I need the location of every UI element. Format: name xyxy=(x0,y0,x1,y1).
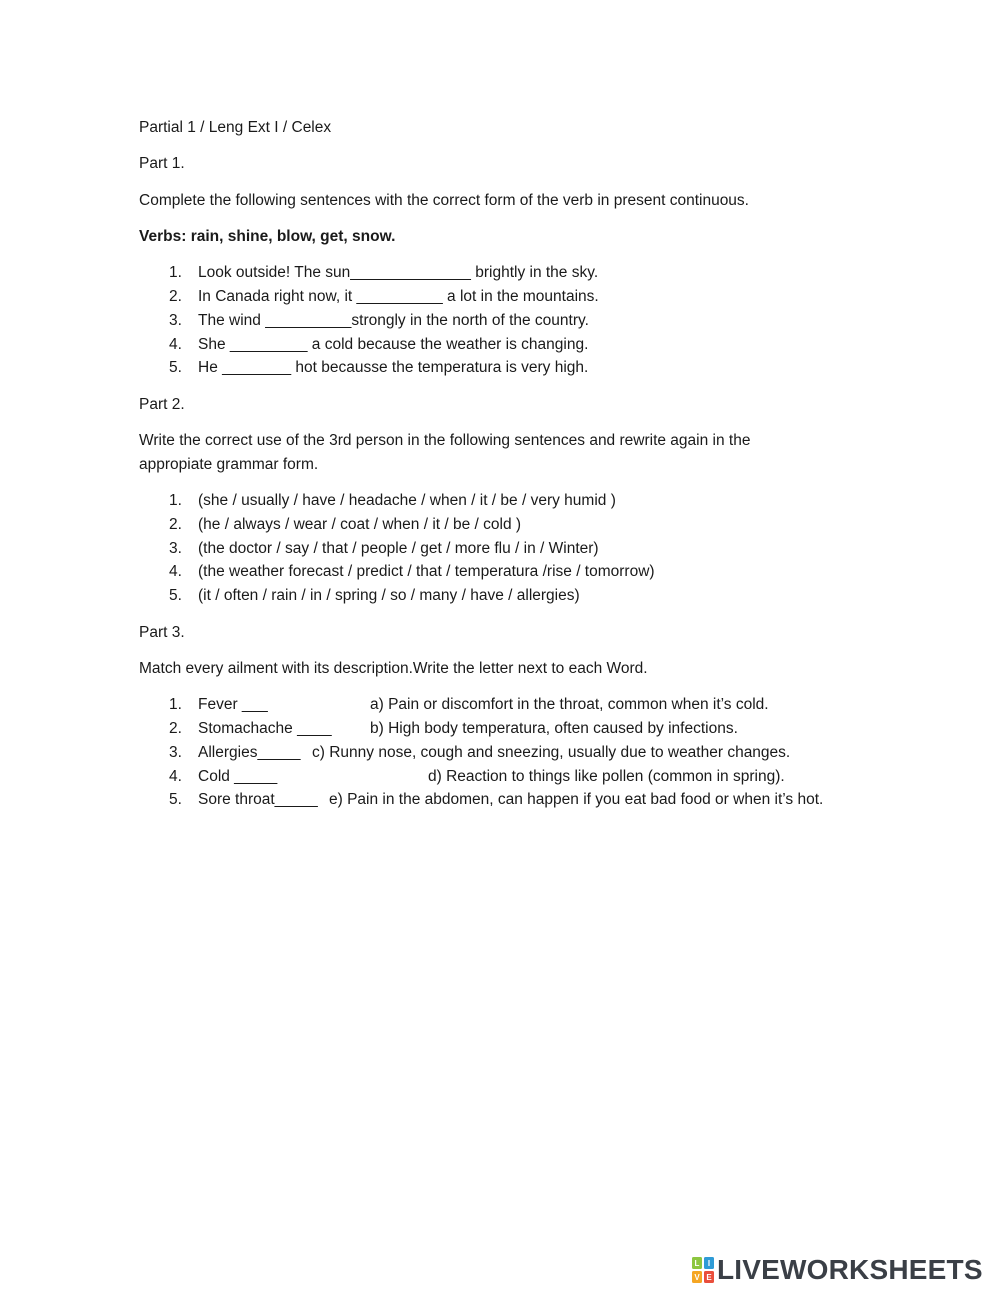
item-number: 3. xyxy=(169,539,182,557)
list-item xyxy=(139,333,919,357)
item-text: (he / always / wear / coat / when / it / be / cold ) xyxy=(198,515,522,533)
list-item xyxy=(139,765,919,789)
part1-title: Part 1. xyxy=(139,155,185,173)
ailment-term: Allergies_____ xyxy=(198,743,301,761)
item-text: Look outside! The sun______________ brightly in the sky. xyxy=(198,264,599,282)
part3-instruction: Match every ailment with its description.Write the letter next to each Word. xyxy=(139,659,648,677)
part1-verbs: Verbs: rain, shine, blow, get, snow. xyxy=(139,227,396,245)
svg-text:I: I xyxy=(707,1259,711,1268)
item-number: 3. xyxy=(169,311,182,329)
part2-instruction-line2: appropiate grammar form. xyxy=(139,455,319,473)
item-number: 2. xyxy=(169,515,182,533)
item-text: (the doctor / say / that / people / get / more flu / in / Winter) xyxy=(198,539,599,557)
list-item xyxy=(139,560,919,584)
list-item xyxy=(139,489,919,513)
item-text: In Canada right now, it __________ a lot in the mountains. xyxy=(198,287,599,305)
item-number: 1. xyxy=(169,696,182,714)
part1-list xyxy=(139,261,919,380)
item-number: 5. xyxy=(169,359,182,377)
item-number: 1. xyxy=(169,264,182,282)
part3-title: Part 3. xyxy=(139,623,185,641)
item-number: 3. xyxy=(169,743,182,761)
ailment-description: e) Pain in the abdomen, can happen if you eat bad food or when it’s hot. xyxy=(329,791,824,809)
item-number: 4. xyxy=(169,767,182,785)
part2-instruction-line1: Write the correct use of the 3rd person in the following sentences and rewrite again in the xyxy=(139,431,751,449)
item-text: (it / often / rain / in / spring / so / many / have / allergies) xyxy=(198,587,580,605)
item-text: The wind __________strongly in the north of the country. xyxy=(198,311,589,329)
ailment-term: Fever ___ xyxy=(198,696,268,714)
item-number: 5. xyxy=(169,587,182,605)
list-item xyxy=(139,693,919,717)
item-number: 1. xyxy=(169,492,182,510)
part2-title: Part 2. xyxy=(139,395,185,413)
item-text: He ________ hot becausse the temperatura is very high. xyxy=(198,359,589,377)
list-item xyxy=(139,309,919,333)
item-text: (the weather forecast / predict / that / temperatura /rise / tomorrow) xyxy=(198,563,655,581)
worksheet-header: Partial 1 / Leng Ext I / Celex xyxy=(139,119,332,136)
worksheet-page xyxy=(139,116,919,812)
svg-text:L: L xyxy=(694,1259,700,1268)
ailment-term: Cold _____ xyxy=(198,767,278,785)
ailment-description: c) Runny nose, cough and sneezing, usually due to weather changes. xyxy=(312,743,791,761)
svg-text:E: E xyxy=(706,1273,712,1282)
list-item xyxy=(139,261,919,285)
logo-text: LIVEWORKSHEETS xyxy=(717,1254,983,1285)
ailment-term: Stomachache ____ xyxy=(198,719,332,737)
part2-list xyxy=(139,489,919,608)
ailment-term: Sore throat_____ xyxy=(198,791,318,809)
item-number: 2. xyxy=(169,719,182,737)
item-number: 2. xyxy=(169,287,182,305)
list-item xyxy=(139,788,919,812)
list-item xyxy=(139,741,919,765)
list-item xyxy=(139,356,919,380)
svg-text:V: V xyxy=(694,1273,700,1282)
item-text: (she / usually / have / headache / when / it / be / very humid ) xyxy=(198,492,616,510)
liveworksheets-logo-icon xyxy=(692,1257,714,1283)
liveworksheets-logo[interactable] xyxy=(692,1255,983,1285)
part3-list xyxy=(139,693,919,812)
item-number: 4. xyxy=(169,335,182,353)
part2-instruction xyxy=(139,429,919,477)
ailment-description: d) Reaction to things like pollen (common in spring). xyxy=(428,767,785,785)
list-item xyxy=(139,717,919,741)
list-item xyxy=(139,285,919,309)
ailment-description: a) Pain or discomfort in the throat, common when it’s cold. xyxy=(370,696,769,714)
ailment-description: b) High body temperatura, often caused by infections. xyxy=(370,719,738,737)
item-number: 5. xyxy=(169,791,182,809)
item-text: She _________ a cold because the weather is changing. xyxy=(198,335,589,353)
list-item xyxy=(139,537,919,561)
item-number: 4. xyxy=(169,563,182,581)
list-item xyxy=(139,584,919,608)
list-item xyxy=(139,513,919,537)
part1-instruction: Complete the following sentences with the correct form of the verb in present continuous. xyxy=(139,191,749,209)
